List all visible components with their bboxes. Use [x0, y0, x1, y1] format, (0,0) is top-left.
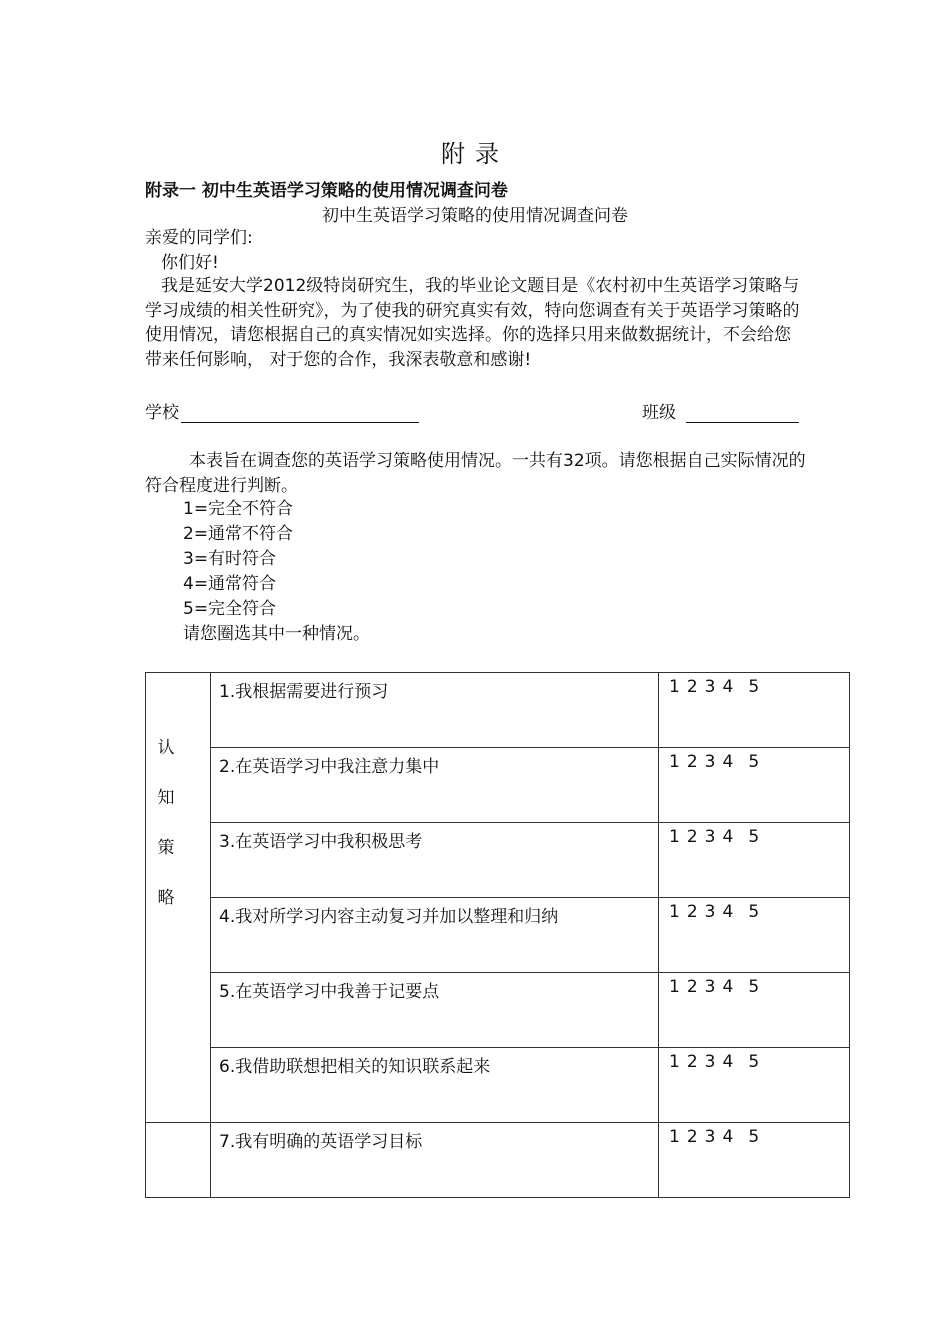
- hello-line: 你们好!: [161, 253, 219, 273]
- scale-cell[interactable]: [659, 748, 850, 823]
- info-fields: [145, 398, 807, 424]
- scale-item: 4=通常符合: [183, 574, 277, 594]
- table-row: [146, 1123, 850, 1198]
- scale-cell[interactable]: [659, 673, 850, 748]
- table-row: [146, 898, 850, 973]
- scale-option[interactable]: 4: [722, 677, 734, 697]
- scale-options: [669, 827, 766, 847]
- scale-options: [669, 902, 766, 922]
- scale-cell[interactable]: [659, 1123, 850, 1198]
- class-field[interactable]: [642, 398, 799, 423]
- school-label: 学校: [145, 403, 179, 423]
- section-heading: 附录一 初中生英语学习策略的使用情况调查问卷: [145, 181, 508, 201]
- scale-option[interactable]: 2: [686, 827, 698, 847]
- question-cell: 1.我根据需要进行预习: [211, 673, 659, 748]
- scale-option[interactable]: 5: [748, 902, 760, 922]
- scale-option[interactable]: 5: [748, 827, 760, 847]
- scale-option[interactable]: 4: [722, 977, 734, 997]
- scale-option[interactable]: 1: [669, 752, 680, 772]
- school-blank[interactable]: [181, 404, 419, 423]
- scale-cell[interactable]: [659, 823, 850, 898]
- scale-option[interactable]: 5: [748, 1127, 760, 1147]
- scale-option[interactable]: 3: [704, 752, 716, 772]
- scale-legend: [183, 497, 370, 647]
- class-label: 班级: [642, 403, 676, 423]
- school-field[interactable]: [145, 398, 419, 423]
- category-cell: [146, 1123, 211, 1198]
- scale-option[interactable]: 2: [686, 1052, 698, 1072]
- category-label: 认 知 策 略: [157, 738, 175, 908]
- scale-option[interactable]: 4: [722, 1052, 734, 1072]
- scale-option[interactable]: 3: [704, 677, 716, 697]
- scale-option[interactable]: 2: [686, 752, 698, 772]
- scale-options: [669, 1127, 766, 1147]
- scale-option[interactable]: 4: [722, 827, 734, 847]
- scale-option[interactable]: 2: [686, 677, 698, 697]
- class-blank[interactable]: [686, 404, 799, 423]
- question-cell: 5.在英语学习中我善于记要点: [211, 973, 659, 1048]
- intro-paragraph: 我是延安大学2012级特岗研究生，我的毕业论文题目是《农村初中生英语学习策略与学习成绩的相关性研究》，为了使我的研究真实有效，特向您调查有关于英语学习策略的使用情况，请您根据自己的真实情况如实选择。你的选择只用来做数据统计，不会给您带来任何影响， 对于您的合作，我深表敬意和感谢!: [145, 276, 800, 370]
- table-row: [146, 673, 850, 748]
- survey-title: 初中生英语学习策略的使用情况调查问卷: [322, 206, 628, 226]
- scale-options: [669, 977, 766, 997]
- page-title: 附录: [441, 140, 509, 168]
- scale-cell[interactable]: [659, 973, 850, 1048]
- scale-option[interactable]: 1: [669, 902, 680, 922]
- scale-option[interactable]: 3: [704, 1127, 716, 1147]
- scale-option[interactable]: 1: [669, 827, 680, 847]
- question-cell: 6.我借助联想把相关的知识联系起来: [211, 1048, 659, 1123]
- scale-option[interactable]: 2: [686, 1127, 698, 1147]
- question-cell: 2.在英语学习中我注意力集中: [211, 748, 659, 823]
- scale-cell[interactable]: [659, 1048, 850, 1123]
- scale-option[interactable]: 5: [748, 1052, 760, 1072]
- scale-option[interactable]: 3: [704, 902, 716, 922]
- scale-option[interactable]: 3: [704, 1052, 716, 1072]
- scale-option[interactable]: 5: [748, 977, 760, 997]
- scale-option[interactable]: 3: [704, 827, 716, 847]
- survey-table: [145, 672, 850, 1198]
- description-paragraph: 本表旨在调查您的英语学习策略使用情况。一共有32项。请您根据自己实际情况的符合程度进行判断。: [145, 451, 806, 496]
- scale-item: 1=完全不符合: [183, 499, 294, 519]
- scale-option[interactable]: 5: [748, 752, 760, 772]
- question-cell: 4.我对所学习内容主动复习并加以整理和归纳: [211, 898, 659, 973]
- scale-option[interactable]: 4: [722, 902, 734, 922]
- scale-option[interactable]: 2: [686, 977, 698, 997]
- scale-option[interactable]: 1: [669, 977, 680, 997]
- scale-options: [669, 1052, 766, 1072]
- category-cell: [146, 673, 211, 1123]
- scale-item: 5=完全符合: [183, 599, 277, 619]
- scale-option[interactable]: 1: [669, 1127, 680, 1147]
- instruction: 请您圈选其中一种情况。: [183, 624, 370, 644]
- greeting: 亲爱的同学们:: [145, 228, 253, 248]
- scale-option[interactable]: 4: [722, 752, 734, 772]
- scale-item: 3=有时符合: [183, 549, 277, 569]
- scale-item: 2=通常不符合: [183, 524, 294, 544]
- scale-option[interactable]: 5: [748, 677, 760, 697]
- scale-option[interactable]: 2: [686, 902, 698, 922]
- table-row: [146, 748, 850, 823]
- table-row: [146, 973, 850, 1048]
- question-cell: 3.在英语学习中我积极思考: [211, 823, 659, 898]
- scale-option[interactable]: 1: [669, 677, 680, 697]
- question-cell: 7.我有明确的英语学习目标: [211, 1123, 659, 1198]
- scale-options: [669, 677, 766, 697]
- scale-options: [669, 752, 766, 772]
- scale-option[interactable]: 3: [704, 977, 716, 997]
- scale-option[interactable]: 1: [669, 1052, 680, 1072]
- scale-option[interactable]: 4: [722, 1127, 734, 1147]
- scale-cell[interactable]: [659, 898, 850, 973]
- table-row: [146, 1048, 850, 1123]
- table-row: [146, 823, 850, 898]
